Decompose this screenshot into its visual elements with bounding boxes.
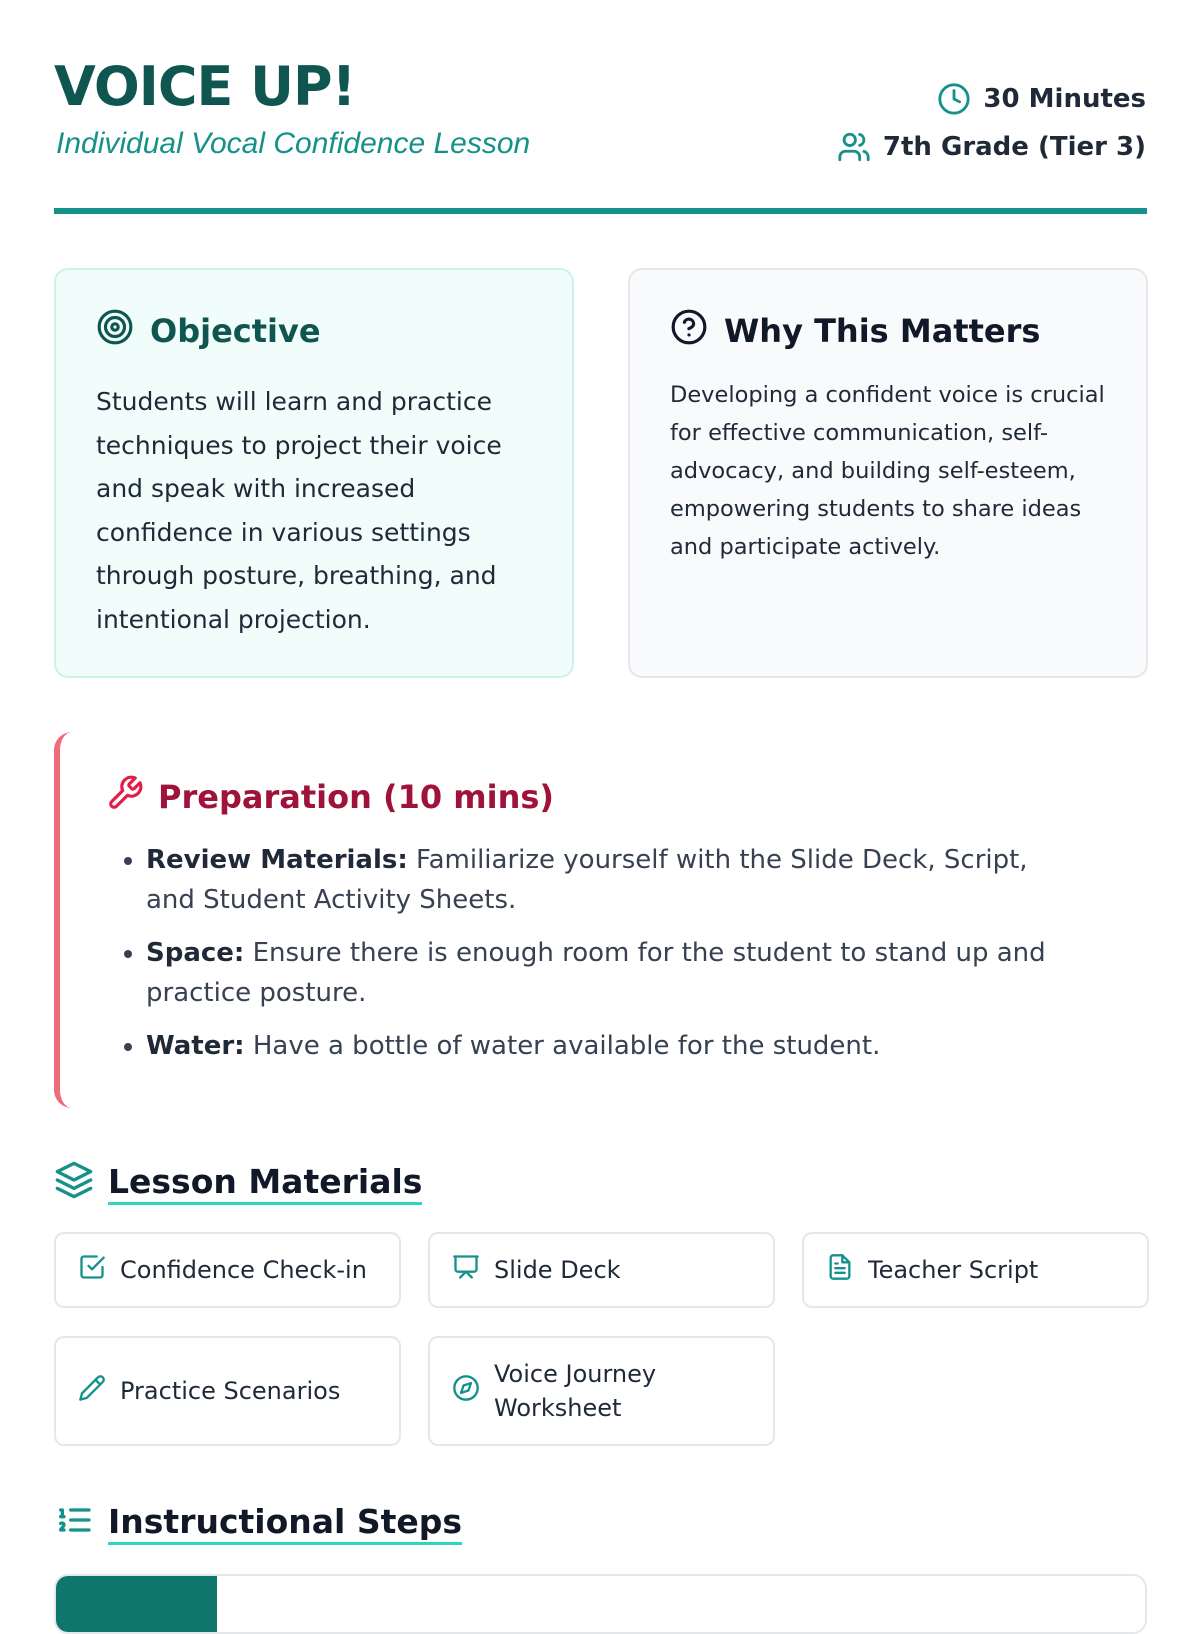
steps-heading [54, 1500, 462, 1548]
material-label: Confidence Check-in [120, 1256, 367, 1284]
wrench-icon [106, 774, 144, 820]
users-icon [837, 130, 871, 164]
material-label: Practice Scenarios [120, 1377, 341, 1405]
document-icon [826, 1253, 854, 1287]
help-circle-icon [670, 308, 708, 354]
duration-label: 30 Minutes [983, 84, 1146, 114]
checkbox-icon [78, 1253, 106, 1287]
compass-icon [452, 1374, 480, 1408]
list-item-term: Space: [146, 938, 245, 968]
list-item [146, 1026, 1076, 1066]
step-tab[interactable] [56, 1576, 217, 1634]
objective-card [54, 268, 574, 678]
material-label: Teacher Script [868, 1256, 1039, 1284]
list-item-term: Review Materials: [146, 845, 408, 875]
list-item-text: Familiarize yourself with the Slide Deck, Script, and Student Activity Sheets. [146, 845, 1028, 915]
why-card [628, 268, 1148, 678]
preparation-section [54, 732, 1147, 1108]
preparation-heading [106, 774, 554, 820]
materials-heading [54, 1160, 422, 1208]
why-heading [670, 308, 1040, 354]
list-item [146, 840, 1076, 920]
list-item [146, 933, 1076, 1013]
list-item-text: Have a bottle of water available for the student. [244, 1031, 881, 1061]
grade-label: 7th Grade (Tier 3) [882, 132, 1146, 162]
material-label: Voice Journey Worksheet [494, 1360, 657, 1422]
clock-icon [937, 82, 971, 116]
presentation-icon [452, 1253, 480, 1287]
page-subtitle: Individual Vocal Confidence Lesson [56, 127, 531, 160]
material-practice-scenarios[interactable] [54, 1336, 401, 1446]
objective-title: Objective [150, 312, 321, 350]
material-teacher-script[interactable] [802, 1232, 1149, 1308]
material-confidence-check-in[interactable] [54, 1232, 401, 1308]
material-voice-journey-worksheet[interactable] [428, 1336, 775, 1446]
duration-meta [937, 82, 1146, 116]
materials-title: Lesson Materials [108, 1163, 422, 1205]
preparation-title: Preparation (10 mins) [158, 778, 555, 816]
objective-text: Students will learn and practice techniques to project their voice and speak with increased confidence in various settings through posture, breathing, and intentional projection. [96, 387, 502, 634]
preparation-list [120, 840, 1076, 1079]
pen-icon [78, 1374, 106, 1408]
material-slide-deck[interactable] [428, 1232, 775, 1308]
steps-card [54, 1574, 1147, 1634]
list-item-text: Ensure there is enough room for the student to stand up and practice posture. [146, 938, 1046, 1008]
numbered-list-icon [54, 1500, 94, 1548]
steps-title: Instructional Steps [108, 1503, 462, 1545]
why-text: Developing a confident voice is crucial for effective communication, self-advocacy, and building self-esteem, empowering students to share ideas and participate actively. [670, 382, 1105, 560]
header-divider [54, 208, 1147, 214]
objective-heading [96, 308, 321, 354]
page-title: VOICE UP! [54, 55, 356, 118]
why-title: Why This Matters [724, 312, 1041, 350]
layers-icon [54, 1160, 94, 1208]
list-item-term: Water: [146, 1031, 245, 1061]
target-icon [96, 308, 134, 354]
material-label: Slide Deck [494, 1256, 621, 1284]
grade-meta [837, 130, 1146, 164]
